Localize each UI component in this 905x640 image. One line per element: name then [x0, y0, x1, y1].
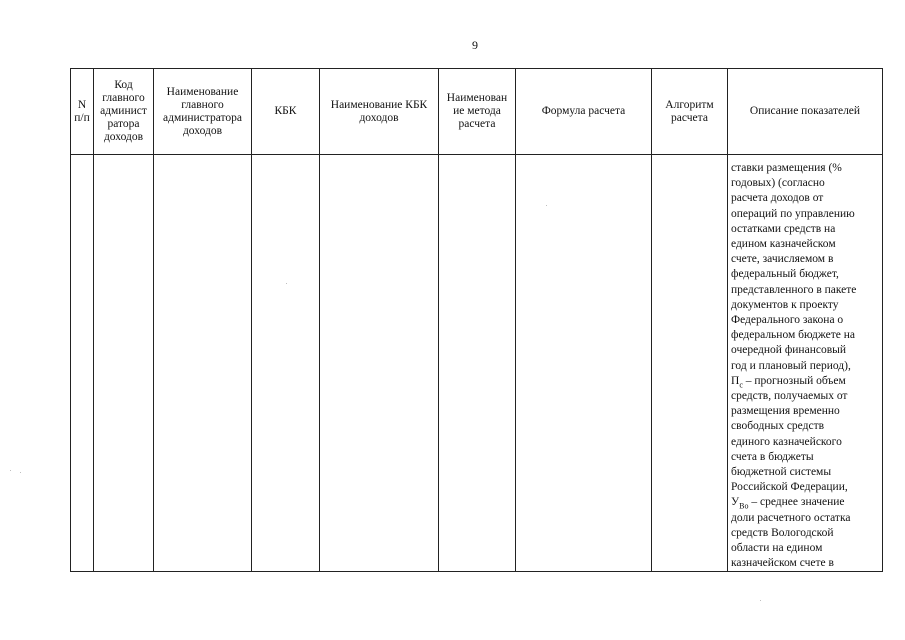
scan-speck — [286, 283, 287, 284]
description-line: расчета доходов от — [731, 192, 824, 205]
header-algorithm: Алгоритм расчета — [652, 69, 728, 155]
scan-speck — [20, 472, 21, 473]
cell-admin-code — [94, 155, 154, 572]
description-line: казначейском счете в — [731, 557, 834, 570]
description-line: документов к проекту — [731, 298, 839, 311]
table-row — [71, 155, 883, 572]
revenue-methods-table — [70, 68, 883, 572]
description-line: счете, зачисляемом в — [731, 253, 834, 266]
cell-kbk — [252, 155, 320, 572]
header-indicator-description: Описание показателей — [728, 69, 883, 155]
page-number: 9 — [472, 38, 478, 52]
description-line: размещения временно — [731, 405, 840, 418]
description-line: ставки размещения (% — [731, 162, 842, 174]
description-line-pc — [731, 374, 878, 389]
description-line-text: – прогнозный объем — [745, 374, 846, 387]
header-method-name: Наименован ие метода расчета — [439, 69, 516, 155]
cell-algorithm — [652, 155, 728, 572]
header-kbk: КБК — [252, 69, 320, 155]
cell-row-number — [71, 155, 94, 572]
description-line: представленного в пакете — [731, 283, 857, 296]
cell-indicator-description — [728, 155, 883, 572]
description-line: бюджетной системы — [731, 466, 832, 479]
description-line: едином казначейском — [731, 238, 836, 251]
header-row-number: N п/п — [71, 69, 94, 155]
scan-speck — [10, 470, 11, 471]
scan-speck — [546, 205, 547, 206]
cell-formula — [516, 155, 652, 572]
header-admin-name: Наименование главного администратора доходов — [154, 69, 252, 155]
symbol-uvo-sub: Во — [739, 501, 749, 511]
cell-admin-name — [154, 155, 252, 572]
header-row — [71, 69, 883, 155]
header-formula: Формула расчета — [516, 69, 652, 155]
symbol-uvo-base: У — [731, 496, 740, 509]
description-line: Российской Федерации, — [731, 481, 848, 494]
description-line: средств Вологодской — [731, 526, 834, 539]
description-line-uvo — [731, 495, 878, 510]
description-line: год и плановый период), — [731, 359, 851, 372]
description-line: средств, получаемых от — [731, 390, 848, 403]
description-line: федеральном бюджете на — [731, 329, 856, 342]
description-line: очередной финансовый — [731, 344, 847, 357]
description-line-text: – среднее значение — [751, 496, 845, 509]
description-line: доли расчетного остатка — [731, 511, 851, 524]
description-line: свободных средств — [731, 420, 825, 433]
cell-kbk-name — [320, 155, 439, 572]
description-line: области на едином — [731, 542, 823, 555]
description-line: остатками средств на — [731, 222, 836, 235]
symbol-pc-sub: с — [739, 380, 743, 390]
description-line: счета в бюджеты — [731, 450, 814, 463]
header-admin-code: Код главного админист ратора доходов — [94, 69, 154, 155]
symbol-pc-base: П — [731, 374, 740, 387]
description-line: единого казначейского — [731, 435, 842, 448]
header-kbk-name: Наименование КБК доходов — [320, 69, 439, 155]
description-line: федеральный бюджет, — [731, 268, 839, 281]
cell-method-name — [439, 155, 516, 572]
description-line: Федерального закона о — [731, 314, 844, 327]
scan-speck — [760, 600, 761, 601]
description-line: годовых) (согласно — [731, 177, 825, 190]
description-line: операций по управлению — [731, 207, 855, 220]
